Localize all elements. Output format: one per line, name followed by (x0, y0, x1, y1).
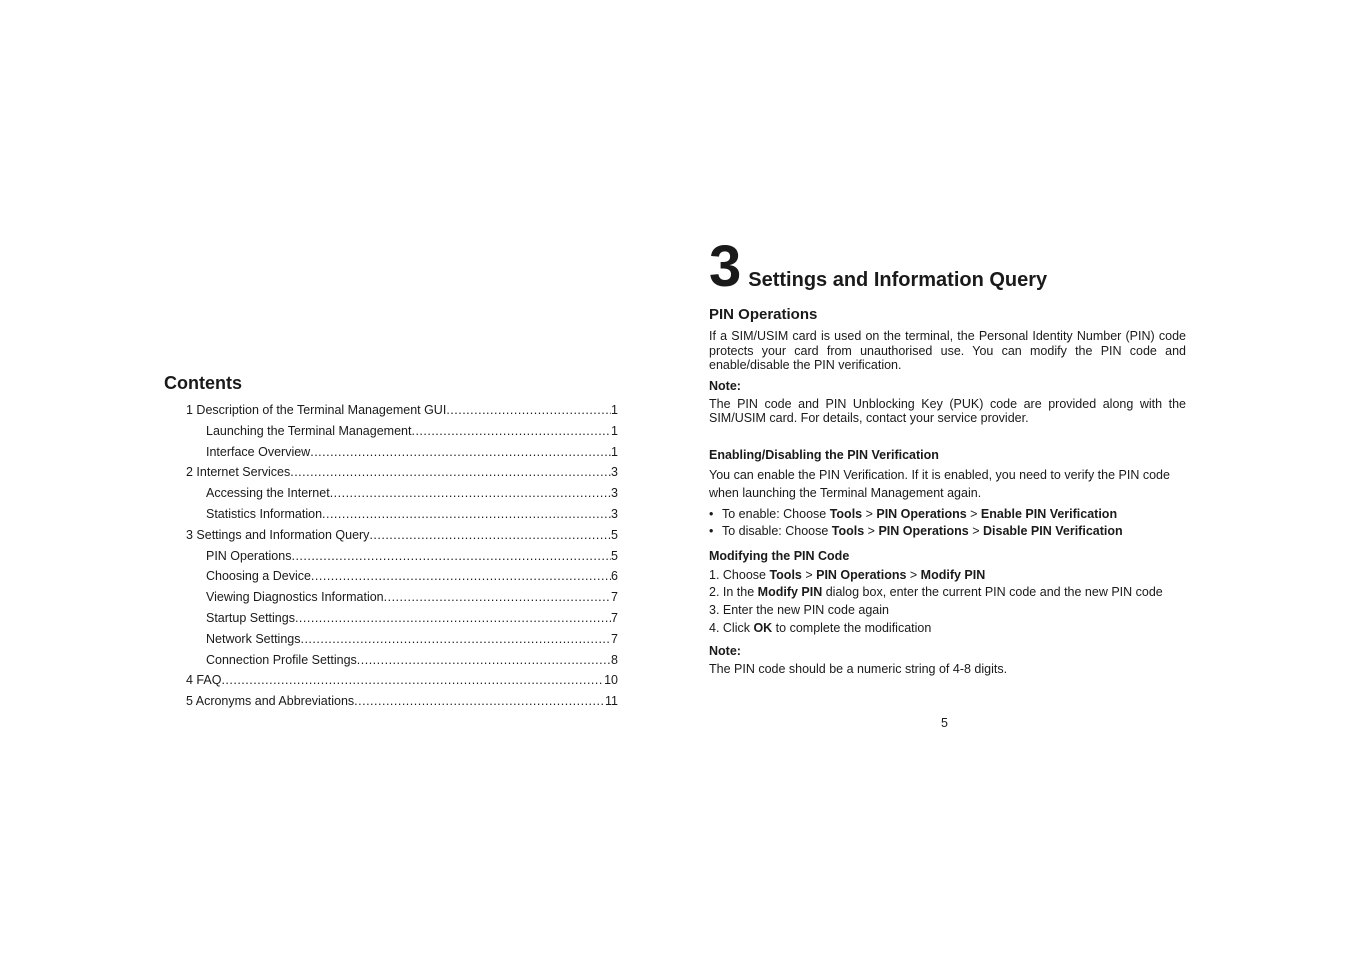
toc-leader-dots (300, 629, 611, 650)
toc-entry-title: 5 Acronyms and Abbreviations (186, 694, 355, 709)
toc-entry[interactable] (164, 670, 618, 691)
toc-leader-dots (221, 670, 604, 691)
toc-entry-page: 7 (611, 590, 618, 605)
toc-entry-title: Network Settings (206, 631, 301, 646)
note-label: Note: (709, 378, 741, 393)
intro-paragraph: If a SIM/USIM card is used on the terminal, the Personal Identity Number (PIN) code protects your card from unauthorised use. You can modify the PIN code and enable/disable the PIN verification. (709, 329, 1186, 372)
toc-entry[interactable] (164, 629, 618, 650)
toc-leader-dots (446, 400, 611, 421)
toc-entry-title: Connection Profile Settings (206, 652, 357, 667)
toc-entry-page: 7 (611, 631, 618, 646)
toc-entry-page: 1 (611, 444, 618, 459)
toc-entry[interactable] (164, 525, 618, 546)
right-page (675, 0, 1350, 954)
chapter-number: 3 (709, 234, 741, 299)
chapter-content (709, 234, 1186, 676)
toc-entry-title: Viewing Diagnostics Information (206, 590, 384, 605)
subsection-modify-heading: Modifying the PIN Code (709, 548, 850, 563)
step-1: 1. Choose Tools > PIN Operations > Modify PIN (709, 567, 986, 582)
toc-title: Contents (164, 373, 242, 393)
toc-entry[interactable] (164, 546, 618, 567)
toc-leader-dots (291, 546, 611, 567)
list-item-enable (709, 506, 1186, 524)
toc-entry[interactable] (164, 691, 618, 712)
toc-entry-title: 3 Settings and Information Query (186, 527, 370, 542)
note-text-2: The PIN code should be a numeric string of 4-8 digits. (709, 661, 1008, 676)
toc-entry[interactable] (164, 608, 618, 629)
step-4: 4. Click OK to complete the modification (709, 620, 932, 635)
toc-entry-page: 5 (611, 548, 618, 563)
enable-paragraph: You can enable the PIN Verification. If it is enabled, you need to verify the PIN code when launching the Terminal Management again. (709, 467, 1170, 500)
toc-entry-title: Statistics Information (206, 506, 323, 521)
toc-entry-page: 3 (611, 486, 618, 501)
step-3: 3. Enter the new PIN code again (709, 603, 889, 618)
toc-leader-dots (354, 691, 605, 712)
section-title: PIN Operations (709, 306, 818, 323)
toc-entry-title: 4 FAQ (186, 673, 222, 688)
toc-entry-page: 8 (611, 652, 618, 667)
toc-entry-page: 10 (604, 673, 618, 688)
toc-entry[interactable] (164, 650, 618, 671)
toc-entry-page: 7 (611, 610, 618, 625)
toc-entry[interactable] (164, 421, 618, 442)
toc-entry[interactable] (164, 566, 618, 587)
toc-leader-dots (330, 483, 611, 504)
chapter-title: Settings and Information Query (748, 269, 1048, 291)
bullet-marker: • (709, 506, 714, 521)
table-of-contents (164, 372, 618, 712)
toc-leader-dots (357, 650, 611, 671)
toc-entry-page: 5 (611, 527, 618, 542)
list-item-disable (709, 523, 1186, 541)
step-2: 2. In the Modify PIN dialog box, enter the current PIN code and the new PIN code (709, 585, 1163, 600)
toc-entry-title: Launching the Terminal Management (206, 423, 412, 438)
toc-entry-title: Accessing the Internet (206, 486, 330, 501)
toc-entry-title: PIN Operations (206, 548, 292, 563)
toc-leader-dots (384, 587, 611, 608)
chapter-heading (709, 234, 1186, 299)
toc-entry[interactable] (164, 483, 618, 504)
toc-entry-page: 1 (611, 403, 618, 417)
toc-entry[interactable] (164, 442, 618, 463)
toc-leader-dots (369, 525, 611, 546)
bullet-marker: • (709, 524, 714, 538)
toc-entry[interactable] (164, 462, 618, 483)
bullet-text: To enable: Choose Tools > PIN Operations > Enable PIN Verification (722, 506, 1118, 521)
subsection-enable-disable-heading: Enabling/Disabling the PIN Verification (709, 447, 939, 462)
modify-steps-list (709, 567, 1186, 638)
note-label-2: Note: (709, 643, 741, 658)
toc-entry-page: 1 (611, 423, 618, 438)
note-text: The PIN code and PIN Unblocking Key (PUK) code are provided along with the SIM/USIM card. For details, contact your service provider. (709, 396, 1186, 425)
toc-leader-dots (290, 462, 611, 483)
toc-leader-dots (310, 442, 611, 463)
bullet-text: To disable: Choose Tools > PIN Operations > Disable PIN Verification (722, 524, 1123, 538)
toc-entry[interactable] (164, 400, 618, 421)
toc-entry-page: 3 (611, 506, 618, 521)
toc-entry-page: 11 (605, 694, 618, 709)
enable-disable-list (709, 506, 1186, 541)
toc-entry-page: 3 (611, 465, 618, 480)
toc-entry-title: Interface Overview (206, 444, 311, 459)
toc-entry[interactable] (164, 587, 618, 608)
toc-leader-dots (322, 504, 611, 525)
toc-entry-title: Choosing a Device (206, 569, 311, 584)
toc-entry-title: 1 Description of the Terminal Management GUI (186, 403, 447, 417)
toc-leader-dots (295, 608, 611, 629)
toc-list (164, 400, 618, 712)
toc-leader-dots (411, 421, 611, 442)
toc-entry[interactable] (164, 504, 618, 525)
toc-leader-dots (311, 566, 611, 587)
toc-entry-title: Startup Settings (206, 610, 295, 625)
toc-entry-page: 6 (611, 569, 618, 584)
toc-entry-title: 2 Internet Services (186, 465, 291, 480)
page-number: 5 (941, 716, 948, 730)
